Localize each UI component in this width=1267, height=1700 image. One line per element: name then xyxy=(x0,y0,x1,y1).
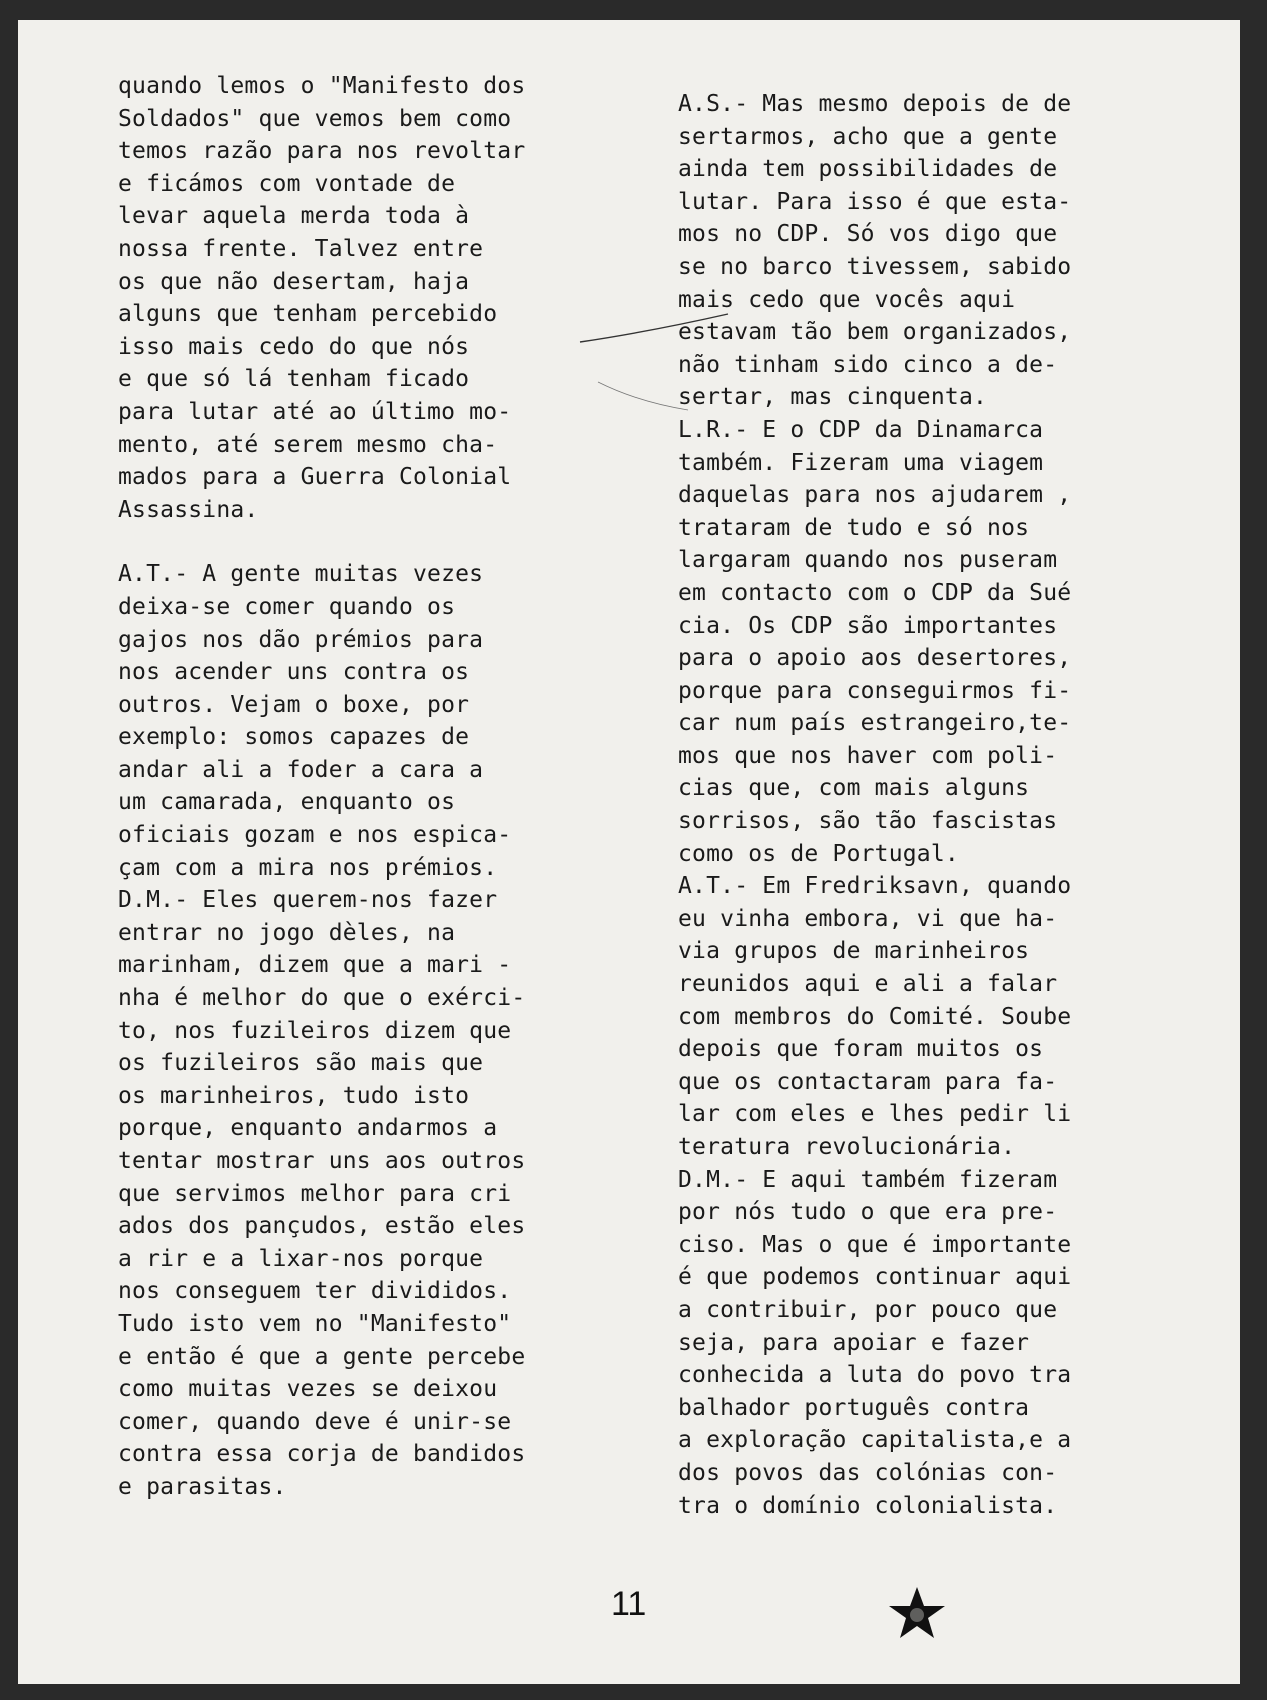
text-line: contra essa corja de bandidos xyxy=(118,1441,526,1468)
text-line: os fuzileiros são mais que xyxy=(118,1050,484,1077)
text-line xyxy=(118,526,658,558)
text-line: sorrisos, são tão fascistas xyxy=(678,808,1058,835)
text-line: por nós tudo o que era pre- xyxy=(678,1199,1058,1226)
left-text-column xyxy=(118,70,658,1504)
text-line: marinham, dizem que a mari - xyxy=(118,952,512,979)
text-line: quando lemos o "Manifesto dos xyxy=(118,73,526,99)
text-line: se no barco tivessem, sabido xyxy=(678,253,1072,280)
text-line: e ficámos com vontade de xyxy=(118,170,456,197)
text-line: tra o domínio colonialista. xyxy=(678,1492,1058,1519)
text-line: teratura revolucionária. xyxy=(678,1134,1016,1160)
text-line: Soldados" que vemos bem como xyxy=(118,105,512,132)
text-line: também. Fizeram uma viagem xyxy=(678,449,1044,476)
text-line: mos no CDP. Só vos digo que xyxy=(678,221,1058,248)
text-line: nha é melhor do que o exérci- xyxy=(118,985,526,1012)
text-line: cias que, com mais alguns xyxy=(678,775,1030,802)
text-line: largaram quando nos puseram xyxy=(678,547,1058,574)
text-line: ciso. Mas o que é importante xyxy=(678,1231,1072,1258)
text-line: mento, até serem mesmo cha- xyxy=(118,431,498,458)
text-line: A.T.- Em Fredriksavn, quando xyxy=(678,873,1072,900)
text-line: balhador português contra xyxy=(678,1394,1030,1421)
text-line: conhecida a luta do povo tra xyxy=(678,1362,1072,1389)
text-line: oficiais gozam e nos espica- xyxy=(118,822,512,849)
text-line: L.R.- E o CDP da Dinamarca xyxy=(678,416,1044,443)
text-line: sertar, mas cinquenta. xyxy=(678,384,988,411)
text-line: nos acender uns contra os xyxy=(118,659,470,686)
text-line: sertarmos, acho que a gente xyxy=(678,123,1058,150)
text-line: que servimos melhor para cri xyxy=(118,1180,512,1207)
text-line: andar ali a foder a cara a xyxy=(118,756,484,783)
text-line: e que só lá tenham ficado xyxy=(118,366,470,393)
text-line: nos conseguem ter divididos. xyxy=(118,1278,512,1305)
text-line: um camarada, enquanto os xyxy=(118,789,456,816)
text-line: mados para a Guerra Colonial xyxy=(118,464,512,491)
text-line: nossa frente. Talvez entre xyxy=(118,235,484,262)
text-line: em contacto com o CDP da Sué xyxy=(678,579,1072,606)
text-line: trataram de tudo e só nos xyxy=(678,514,1030,541)
text-line: deixa-se comer quando os xyxy=(118,593,456,620)
text-line: mais cedo que vocês aqui xyxy=(678,286,1016,313)
text-line: depois que foram muitos os xyxy=(678,1036,1044,1063)
text-line: seja, para apoiar e fazer xyxy=(678,1329,1030,1356)
star-emblem-icon xyxy=(886,1585,948,1641)
text-line: çam com a mira nos prémios. xyxy=(118,854,498,881)
text-line: entrar no jogo dèles, na xyxy=(118,919,456,946)
text-line: alguns que tenham percebido xyxy=(118,301,498,328)
text-line: estavam tão bem organizados, xyxy=(678,319,1072,346)
text-line: a exploração capitalista,e a xyxy=(678,1427,1072,1454)
text-line: daquelas para nos ajudarem , xyxy=(678,482,1072,509)
text-line: e parasitas. xyxy=(118,1473,287,1500)
text-line: Assassina. xyxy=(118,496,259,523)
text-line: via grupos de marinheiros xyxy=(678,938,1030,965)
text-line: os marinheiros, tudo isto xyxy=(118,1082,470,1109)
text-line: os que não desertam, haja xyxy=(118,268,470,295)
text-line: que os contactaram para fa- xyxy=(678,1068,1058,1095)
text-line: D.M.- E aqui também fizeram xyxy=(678,1166,1058,1193)
text-line: como os de Portugal. xyxy=(678,840,959,867)
text-line: D.M.- Eles querem-nos fazer xyxy=(118,887,498,914)
text-line: ainda tem possibilidades de xyxy=(678,156,1058,183)
text-line: eu vinha embora, vi que ha- xyxy=(678,905,1058,932)
text-line: car num país estrangeiro,te- xyxy=(678,710,1072,737)
text-line: tentar mostrar uns aos outros xyxy=(118,1148,526,1174)
text-line: reunidos aqui e ali a falar xyxy=(678,971,1058,998)
text-line: outros. Vejam o boxe, por xyxy=(118,691,470,718)
text-line: a rir e a lixar-nos porque xyxy=(118,1245,484,1272)
text-line: to, nos fuzileiros dizem que xyxy=(118,1017,512,1044)
text-line: porque, enquanto andarmos a xyxy=(118,1115,498,1142)
text-line: A.T.- A gente muitas vezes xyxy=(118,561,484,588)
text-line: dos povos das colónias con- xyxy=(678,1459,1058,1486)
text-line: mos que nos haver com poli- xyxy=(678,742,1058,769)
text-line: lutar. Para isso é que esta- xyxy=(678,188,1072,215)
text-line: A.S.- Mas mesmo depois de de xyxy=(678,91,1072,117)
text-line: exemplo: somos capazes de xyxy=(118,724,470,751)
text-line: com membros do Comité. Soube xyxy=(678,1003,1072,1030)
page-number: 11 xyxy=(611,1585,647,1623)
text-line: Tudo isto vem no "Manifesto" xyxy=(118,1310,512,1337)
text-line: levar aquela merda toda à xyxy=(118,203,470,230)
text-line: como muitas vezes se deixou xyxy=(118,1376,498,1403)
right-text-column xyxy=(678,88,1213,1522)
text-line: isso mais cedo do que nós xyxy=(118,333,470,360)
document-page xyxy=(18,20,1240,1684)
text-line: para lutar até ao último mo- xyxy=(118,398,512,425)
text-line: porque para conseguirmos fi- xyxy=(678,677,1072,704)
text-line: ados dos pançudos, estão eles xyxy=(118,1213,526,1240)
text-line: temos razão para nos revoltar xyxy=(118,138,526,165)
text-line: para o apoio aos desertores, xyxy=(678,645,1072,672)
text-line: e então é que a gente percebe xyxy=(118,1343,526,1370)
text-line: cia. Os CDP são importantes xyxy=(678,612,1058,639)
text-line: lar com eles e lhes pedir li xyxy=(678,1101,1072,1128)
text-line: comer, quando deve é unir-se xyxy=(118,1408,512,1435)
text-line: não tinham sido cinco a de- xyxy=(678,351,1058,378)
text-line: gajos nos dão prémios para xyxy=(118,626,484,653)
text-line: a contribuir, por pouco que xyxy=(678,1296,1058,1323)
text-line: é que podemos continuar aqui xyxy=(678,1264,1072,1291)
